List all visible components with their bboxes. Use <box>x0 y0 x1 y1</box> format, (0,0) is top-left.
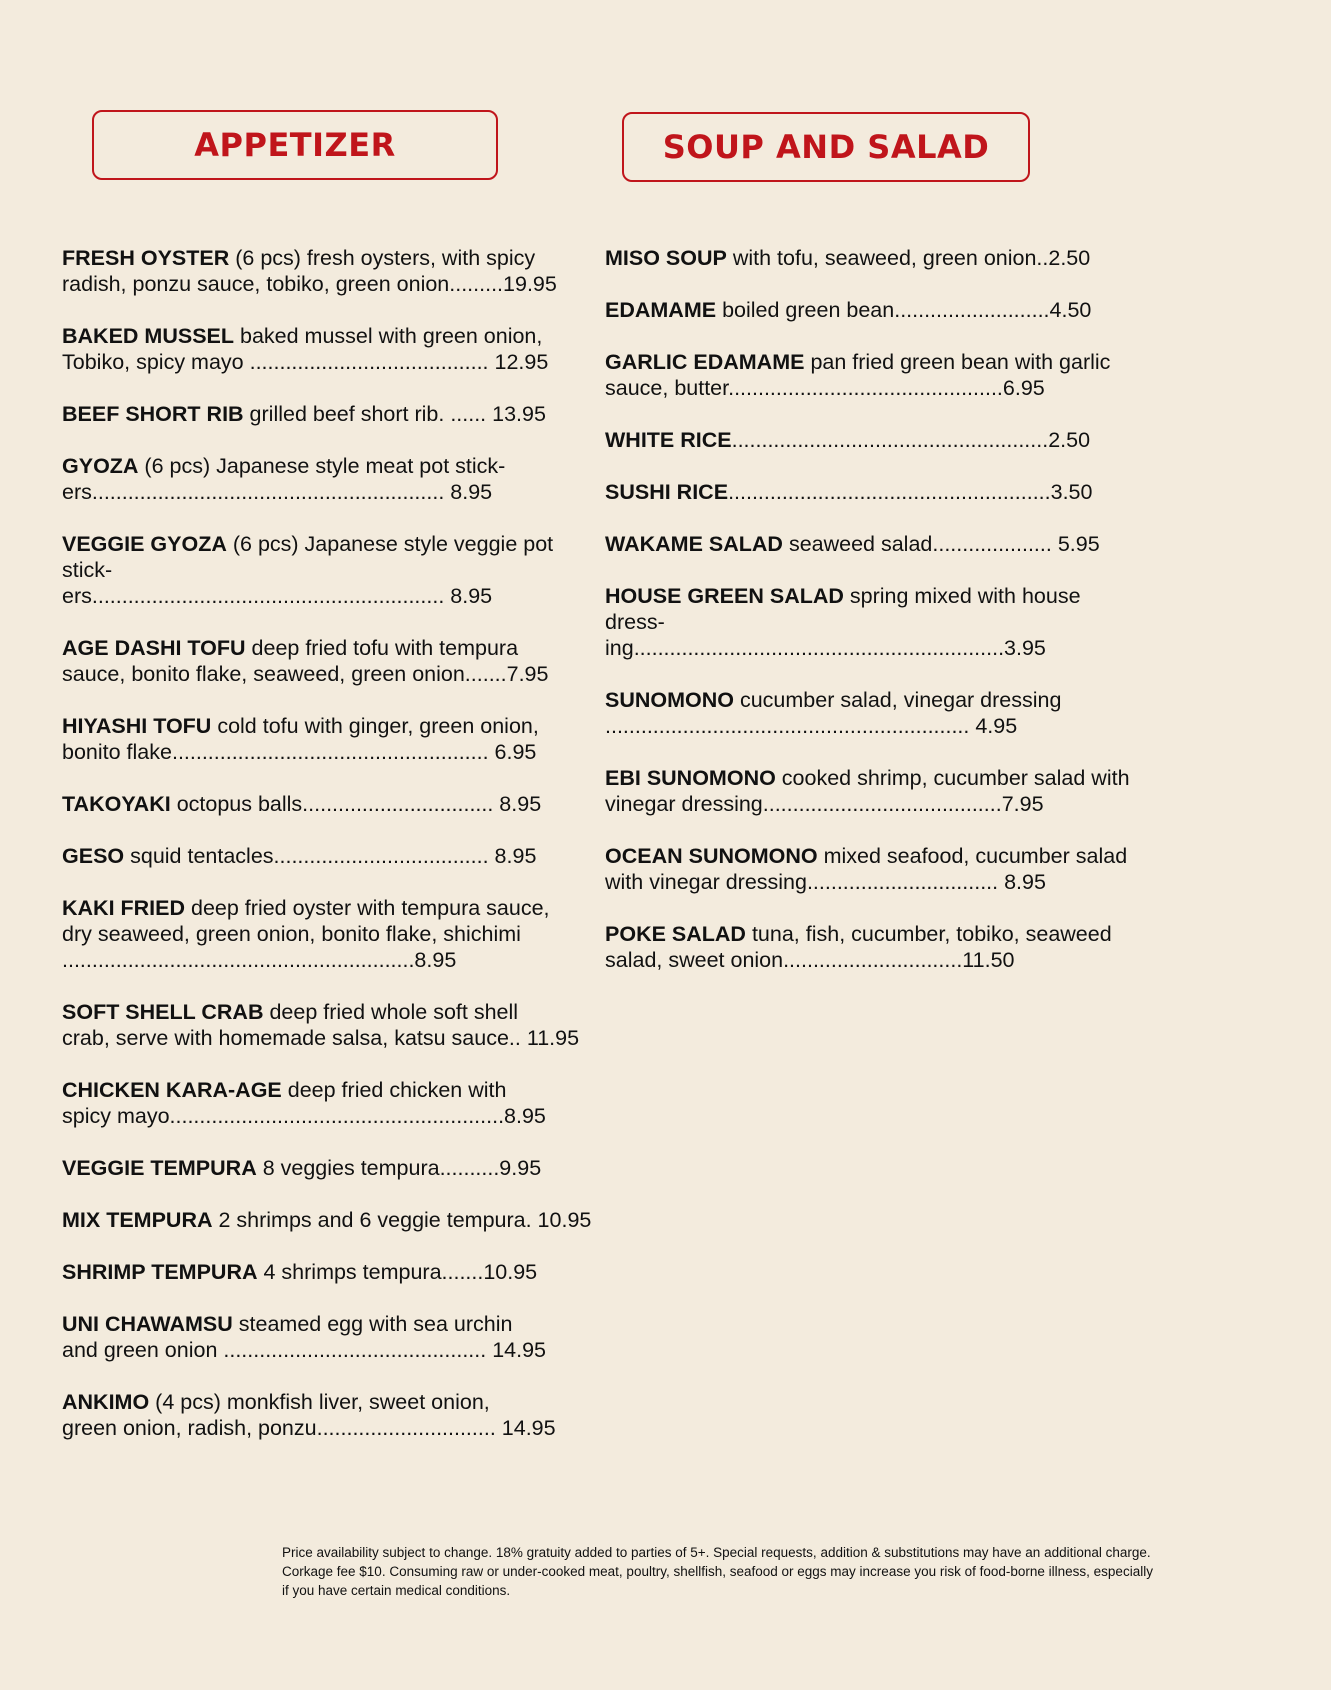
menu-item <box>62 791 602 817</box>
menu-item-description-price: octopus balls................................ 8.95 <box>170 792 542 816</box>
menu-item-description-price: (6 pcs) Japanese style veggie pot stick- ers........................................................... 8.95 <box>62 532 554 608</box>
menu-item-name: BEEF SHORT RIB <box>62 402 244 426</box>
menu-item <box>62 843 602 869</box>
menu-item-description-price: deep fried oyster with tempura sauce, dry seaweed, green onion, bonito flake, shichimi ...........................................................8.95 <box>62 896 550 972</box>
menu-item-description-price: cold tofu with ginger, green onion, bonito flake..................................................... 6.95 <box>62 714 539 764</box>
menu-item <box>62 1389 602 1441</box>
menu-item <box>605 765 1145 817</box>
menu-item-name: HOUSE GREEN SALAD <box>605 584 844 608</box>
menu-item-name: MISO SOUP <box>605 246 727 270</box>
menu-item <box>62 401 602 427</box>
menu-item-name: GYOZA <box>62 454 139 478</box>
menu-item-name: AGE DASHI TOFU <box>62 636 246 660</box>
menu-item <box>605 687 1145 739</box>
menu-item-name: UNI CHAWAMSU <box>62 1312 233 1336</box>
menu-item <box>62 1077 602 1129</box>
menu-item <box>605 297 1145 323</box>
menu-item-description-price: deep fried chicken with spicy mayo........................................................8.95 <box>62 1078 546 1128</box>
menu-item <box>62 453 602 505</box>
menu-item-name: SHRIMP TEMPURA <box>62 1260 258 1284</box>
menu-item-description-price: (6 pcs) Japanese style meat pot stick- ers........................................................... 8.95 <box>62 454 506 504</box>
menu-item <box>605 921 1145 973</box>
menu-item <box>605 245 1145 271</box>
menu-item <box>62 1259 602 1285</box>
menu-item-name: ANKIMO <box>62 1390 150 1414</box>
menu-item-name: FRESH OYSTER <box>62 246 230 270</box>
menu-item <box>605 427 1145 453</box>
menu-item-description-price: with tofu, seaweed, green onion..2.50 <box>726 246 1091 270</box>
soup-and-salad-list <box>605 245 1145 999</box>
menu-item-description-price: squid tentacles.................................... 8.95 <box>124 844 537 868</box>
menu-item <box>605 349 1145 401</box>
menu-item-description-price: steamed egg with sea urchin and green onion ............................................ 14.95 <box>62 1312 546 1362</box>
menu-item-name: BAKED MUSSEL <box>62 324 235 348</box>
disclaimer-text: Price availability subject to change. 18% gratuity added to parties of 5+. Special requests, addition & substitutions may have an additional charge. Corkage fee $10. Consuming raw or under-cooked meat, poultry, shellfish, seafood or eggs may increase you risk of food-borne illness, especially if you have certain medical conditions. <box>282 1545 1153 1598</box>
menu-item <box>62 531 602 609</box>
menu-item-description-price: ......................................................3.50 <box>728 480 1093 504</box>
menu-item-name: MIX TEMPURA <box>62 1208 213 1232</box>
menu-item <box>62 635 602 687</box>
menu-item-description-price: 4 shrimps tempura.......10.95 <box>257 1260 538 1284</box>
menu-item <box>62 1155 602 1181</box>
menu-item-description-price: deep fried tofu with tempura sauce, bonito flake, seaweed, green onion.......7.95 <box>62 636 549 686</box>
menu-item <box>605 843 1145 895</box>
menu-item-description-price: cucumber salad, vinegar dressing ............................................................. 4.95 <box>605 688 1062 738</box>
menu-item-description-price: (6 pcs) fresh oysters, with spicy radish, ponzu sauce, tobiko, green onion.........19.95 <box>62 246 557 296</box>
menu-item-name: VEGGIE GYOZA <box>62 532 227 556</box>
menu-item-name: SUNOMONO <box>605 688 734 712</box>
menu-item-name: OCEAN SUNOMONO <box>605 844 818 868</box>
menu-item-name: WAKAME SALAD <box>605 532 783 556</box>
menu-item <box>62 323 602 375</box>
menu-item-description-price: tuna, fish, cucumber, tobiko, seaweed salad, sweet onion..............................11.50 <box>605 922 1112 972</box>
menu-item-name: SUSHI RICE <box>605 480 729 504</box>
menu-item-name: POKE SALAD <box>605 922 746 946</box>
menu-item-description-price: seaweed salad.................... 5.95 <box>782 532 1100 556</box>
menu-item-description-price: baked mussel with green onion, Tobiko, spicy mayo ........................................ 12.95 <box>62 324 549 374</box>
menu-item-description-price: grilled beef short rib. ...... 13.95 <box>243 402 546 426</box>
menu-item-description-price: deep fried whole soft shell crab, serve with homemade salsa, katsu sauce.. 11.95 <box>62 1000 580 1050</box>
menu-item <box>62 245 602 297</box>
menu-item-name: TAKOYAKI <box>62 792 171 816</box>
menu-item <box>62 713 602 765</box>
menu-item-description-price: spring mixed with house dress- ing..............................................................3.95 <box>605 584 1081 660</box>
menu-item-name: SOFT SHELL CRAB <box>62 1000 264 1024</box>
menu-item <box>62 1207 602 1233</box>
menu-item-name: GESO <box>62 844 125 868</box>
menu-item-description-price: pan fried green bean with garlic sauce, butter..............................................6.95 <box>605 350 1111 400</box>
menu-item-name: HIYASHI TOFU <box>62 714 212 738</box>
menu-item <box>605 583 1145 661</box>
menu-item <box>605 479 1145 505</box>
appetizer-heading: APPETIZER <box>92 110 498 180</box>
menu-item-description-price: 8 veggies tempura..........9.95 <box>256 1156 542 1180</box>
menu-item-name: GARLIC EDAMAME <box>605 350 805 374</box>
menu-item-description-price: .....................................................2.50 <box>731 428 1091 452</box>
menu-item <box>605 531 1145 557</box>
menu-item-description-price: (4 pcs) monkfish liver, sweet onion, green onion, radish, ponzu.............................. 14.95 <box>62 1390 556 1440</box>
menu-item-description-price: mixed seafood, cucumber salad with vinegar dressing................................ 8.95 <box>605 844 1128 894</box>
menu-item <box>62 895 602 973</box>
menu-item-description-price: boiled green bean..........................4.50 <box>716 298 1092 322</box>
menu-item-name: KAKI FRIED <box>62 896 186 920</box>
menu-item-name: WHITE RICE <box>605 428 732 452</box>
menu-item-description-price: 2 shrimps and 6 veggie tempura. 10.95 <box>212 1208 592 1232</box>
soup-and-salad-heading: SOUP AND SALAD <box>622 112 1030 182</box>
menu-item-name: EDAMAME <box>605 298 717 322</box>
menu-item <box>62 999 602 1051</box>
appetizer-list <box>62 245 602 1467</box>
menu-item-name: VEGGIE TEMPURA <box>62 1156 257 1180</box>
menu-item <box>62 1311 602 1363</box>
menu-item-description-price: cooked shrimp, cucumber salad with vinegar dressing........................................7.95 <box>605 766 1130 816</box>
menu-item-name: CHICKEN KARA-AGE <box>62 1078 282 1102</box>
menu-item-name: EBI SUNOMONO <box>605 766 776 790</box>
